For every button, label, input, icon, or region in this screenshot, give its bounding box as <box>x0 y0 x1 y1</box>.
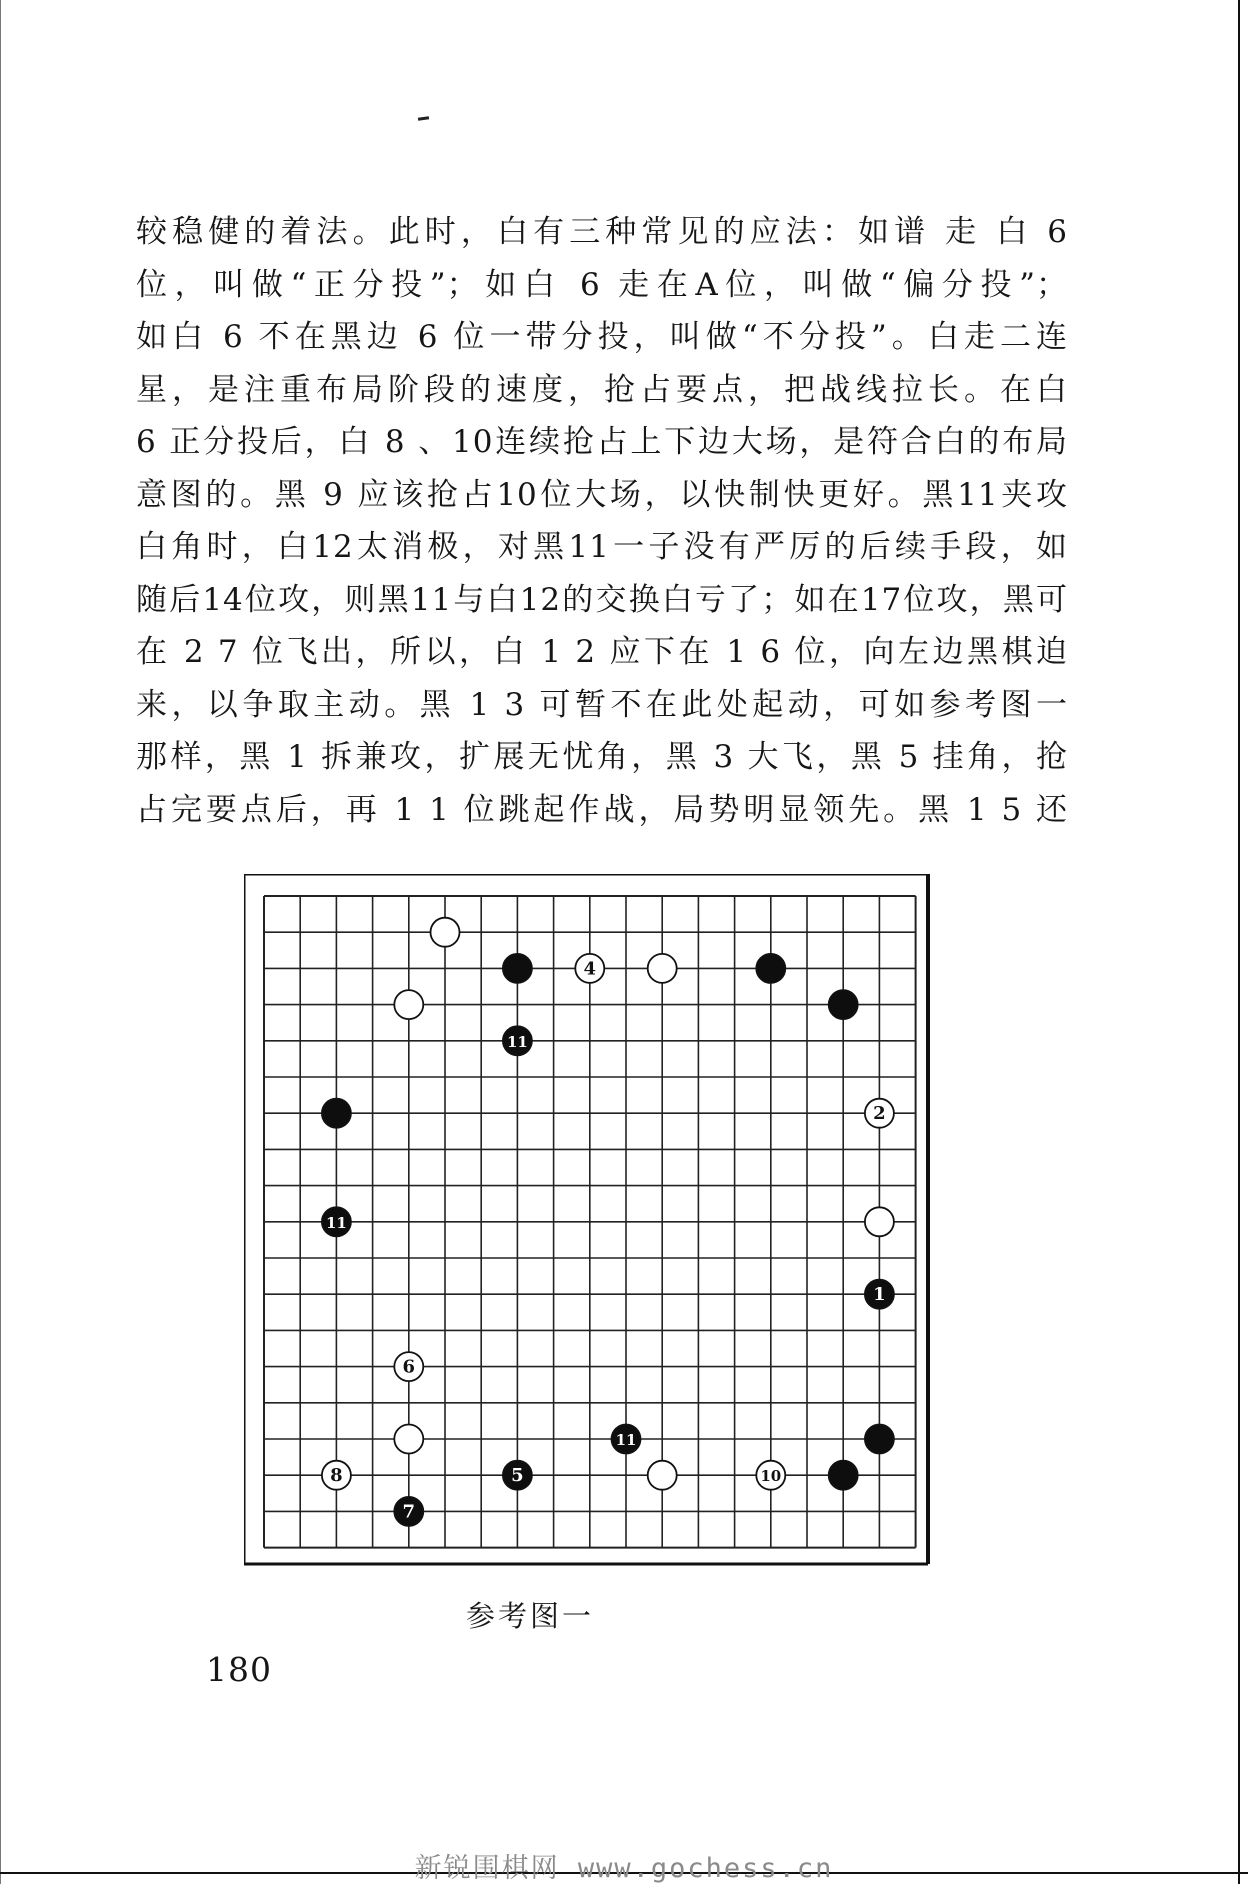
move-number: 10 <box>760 1467 782 1486</box>
black-stone <box>865 1280 894 1309</box>
move-number: 1 <box>873 1284 886 1306</box>
paragraph-line: 那样，黑 1 拆兼攻，扩展无忧角，黑 3 大飞，黑 5 挂角，抢 <box>136 739 1068 775</box>
paragraph-line: 较稳健的着法。此时，白有三种常见的应法：如谱 走 白 6 <box>136 214 1068 250</box>
paragraph-line: 如白 6 不在黑边 6 位一带分投，叫做“不分投”。白走二连 <box>136 319 1068 355</box>
black-stone <box>829 1461 858 1490</box>
white-stone <box>431 918 460 947</box>
paragraph-line: 位，叫做“正分投”；如白 6 走在A位，叫做“偏分投”； <box>136 266 1068 303</box>
move-number: 5 <box>511 1465 524 1487</box>
move-number: 11 <box>325 1213 347 1232</box>
stone-circle <box>648 954 677 983</box>
white-stone <box>865 1207 894 1236</box>
go-board <box>244 874 940 1574</box>
white-stone <box>756 1461 785 1490</box>
black-stone <box>503 954 532 983</box>
stone-circle <box>394 1425 423 1454</box>
white-stone <box>648 1461 677 1490</box>
stone-circle <box>394 990 423 1019</box>
white-stone <box>865 1099 894 1128</box>
move-number: 2 <box>873 1103 886 1125</box>
white-stone <box>394 1352 423 1381</box>
stone-circle <box>829 990 858 1019</box>
black-stone <box>829 990 858 1019</box>
white-stone <box>322 1461 351 1490</box>
paragraph-line: 白角时，白12太消极，对黑11一子没有严厉的后续手段，如 <box>136 529 1068 565</box>
black-stone <box>865 1425 894 1454</box>
stone-circle <box>322 1099 351 1128</box>
paragraph-line: 占完要点后，再 1 1 位跳起作战，局势明显领先。黑 1 5 还 <box>136 791 1068 828</box>
black-stone <box>756 954 785 983</box>
stone-circle <box>756 954 785 983</box>
stone-circle <box>829 1461 858 1490</box>
body-paragraph <box>136 206 1068 836</box>
site-watermark: 新锐围棋网 www.gochess.cn <box>414 1853 834 1884</box>
page-number: 180 <box>206 1650 272 1689</box>
stone-circle <box>648 1461 677 1490</box>
move-number: 11 <box>615 1431 637 1449</box>
black-stone <box>322 1099 351 1128</box>
page-left-edge <box>0 0 1 1884</box>
black-stone <box>322 1207 351 1236</box>
move-number: 7 <box>402 1501 416 1523</box>
paragraph-line: 随后14位攻，则黑11与白12的交换白亏了；如在17位攻，黑可 <box>136 581 1068 618</box>
go-board-figure <box>244 874 940 1574</box>
paragraph-line: 在 2 7 位飞出，所以，白 1 2 应下在 1 6 位，向左边黑棋迫 <box>136 634 1068 670</box>
white-stone <box>394 990 423 1019</box>
black-stone <box>612 1425 641 1454</box>
stone-circle <box>503 954 532 983</box>
white-stone <box>394 1425 423 1454</box>
black-stone <box>503 1026 532 1055</box>
page-right-edge <box>1238 0 1240 1884</box>
stone-circle <box>431 918 460 947</box>
paragraph-line: 来，以争取主动。黑 1 3 可暂不在此处起动，可如参考图一 <box>136 686 1068 723</box>
move-number: 8 <box>330 1465 343 1487</box>
stone-circle <box>865 1207 894 1236</box>
move-number: 11 <box>506 1032 528 1051</box>
stray-mark <box>418 116 429 121</box>
paragraph-line: 意图的。黑 9 应该抢占10位大场，以快制快更好。黑11夹攻 <box>136 476 1068 513</box>
paragraph-line: 6 正分投后，白 8 、10连续抢占上下边大场，是符合白的布局 <box>136 424 1068 460</box>
stone-circle <box>865 1425 894 1454</box>
paragraph-line: 星，是注重布局阶段的速度，抢占要点，把战线拉长。在白 <box>136 371 1068 408</box>
white-stone <box>575 954 604 983</box>
black-stone <box>394 1497 423 1526</box>
move-number: 6 <box>402 1356 416 1378</box>
figure-caption: 参考图一 <box>466 1599 595 1633</box>
black-stone <box>503 1461 532 1490</box>
white-stone <box>648 954 677 983</box>
move-number: 4 <box>583 958 597 980</box>
